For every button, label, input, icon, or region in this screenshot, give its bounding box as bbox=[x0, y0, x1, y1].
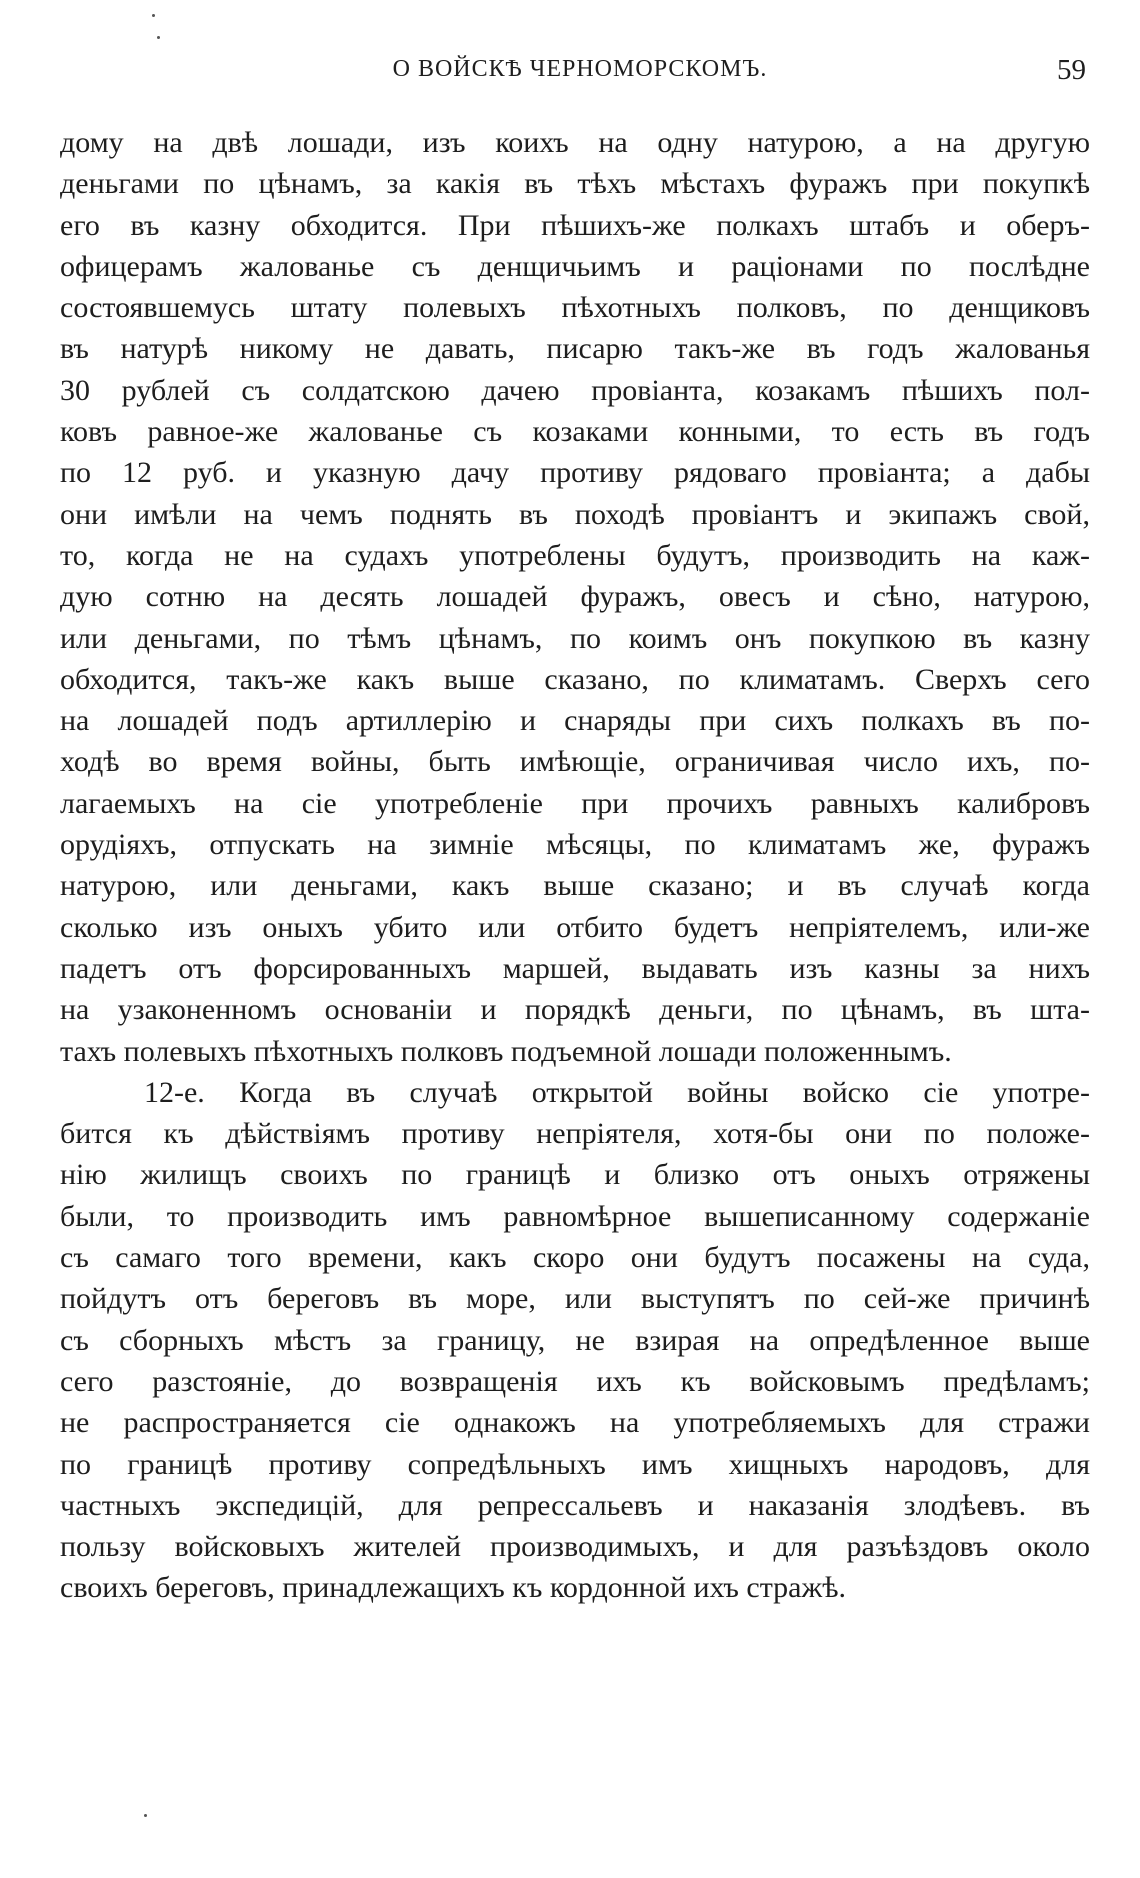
text-line: бится къ дѣйствіямъ противу непріятеля, хотя-бы они по положе- bbox=[60, 1117, 1090, 1151]
print-speck bbox=[157, 36, 160, 39]
text-line: сколько изъ оныхъ убито или отбито будетъ непріятелемъ, или-же bbox=[60, 910, 1090, 944]
text-line: офицерамъ жалованье съ денщичьимъ и раціонами по послѣдне bbox=[60, 249, 1090, 283]
text-line: деньгами по цѣнамъ, за какія въ тѣхъ мѣстахъ фуражъ при покупкѣ bbox=[60, 167, 1090, 201]
text-line: падетъ отъ форсированныхъ маршей, выдавать изъ казны за нихъ bbox=[60, 951, 1090, 985]
text-line: ходѣ во время войны, быть имѣющіе, ограничивая число ихъ, по- bbox=[60, 745, 1090, 779]
text-line: нію жилищъ своихъ по границѣ и близко отъ оныхъ отряжены bbox=[60, 1158, 1090, 1192]
text-line: то, когда не на судахъ употреблены будутъ, производить на каж- bbox=[60, 538, 1090, 572]
text-line: дому на двѣ лошади, изъ коихъ на одну натурою, а на другую bbox=[60, 126, 1090, 159]
text-line: на узаконенномъ основаніи и порядкѣ деньги, по цѣнамъ, въ шта- bbox=[60, 993, 1090, 1027]
text-line: тахъ полевыхъ пѣхотныхъ полковъ подъемной лошади положеннымъ. bbox=[60, 1034, 952, 1068]
text-line: въ натурѣ никому не давать, писарю такъ-же въ годъ жалованья bbox=[60, 332, 1090, 366]
text-line: по 12 руб. и указную дачу противу рядоваго провіанта; а дабы bbox=[60, 456, 1090, 490]
text-line: состоявшемусь штату полевыхъ пѣхотныхъ полковъ, по денщиковъ bbox=[60, 291, 1090, 325]
text-line: 30 рублей съ солдатскою дачею провіанта, козакамъ пѣшихъ пол- bbox=[60, 373, 1090, 407]
text-line: своихъ береговъ, принадлежащихъ къ кордонной ихъ стражѣ. bbox=[60, 1571, 847, 1605]
text-line: частныхъ экспедицій, для репрессальевъ и наказанія злодѣевъ. въ bbox=[60, 1488, 1090, 1522]
text-line: они имѣли на чемъ поднять въ походѣ провіантъ и экипажъ свой, bbox=[60, 497, 1090, 531]
text-line: съ самаго того времени, какъ скоро они будутъ посажены на суда, bbox=[60, 1241, 1090, 1275]
text-line: ковъ равное-же жалованье съ козаками конными, то есть въ годъ bbox=[60, 415, 1090, 449]
text-line: были, то производить имъ равномѣрное вышеписанному содержаніе bbox=[60, 1199, 1090, 1233]
text-line: орудіяхъ, отпускать на зимніе мѣсяцы, по климатамъ же, фуражъ bbox=[60, 828, 1090, 862]
text-line: съ сборныхъ мѣстъ за границу, не взирая на опредѣленное выше bbox=[60, 1323, 1090, 1357]
text-line: его въ казну обходится. При пѣшихъ-же полкахъ штабъ и оберъ- bbox=[60, 208, 1090, 242]
text-line: сего разстояніе, до возвращенія ихъ къ войсковымъ предѣламъ; bbox=[60, 1364, 1090, 1398]
text-line: не распространяется сіе однакожъ на употребляемыхъ для стражи bbox=[60, 1406, 1090, 1440]
text-line: пользу войсковыхъ жителей производимыхъ, и для разъѣздовъ около bbox=[60, 1530, 1090, 1564]
print-speck bbox=[152, 14, 155, 17]
text-line: обходится, такъ-же какъ выше сказано, по климатамъ. Сверхъ сего bbox=[60, 662, 1090, 696]
text-line: на лошадей подъ артиллерію и снаряды при сихъ полкахъ въ по- bbox=[60, 704, 1090, 738]
text-line: лагаемыхъ на сіе употребленіе при прочихъ равныхъ калибровъ bbox=[60, 786, 1090, 820]
text-line: или деньгами, по тѣмъ цѣнамъ, по коимъ онъ покупкою въ казну bbox=[60, 621, 1090, 655]
text-line: дую сотню на десять лошадей фуражъ, овесъ и сѣно, натурою, bbox=[60, 580, 1090, 614]
running-title: О ВОЙСКѢ ЧЕРНОМОРСКОМЪ. bbox=[392, 56, 768, 82]
text-line: пойдутъ отъ береговъ въ море, или выступятъ по сей-же причинѣ bbox=[60, 1282, 1090, 1316]
text-line: по границѣ противу сопредѣльныхъ имъ хищныхъ народовъ, для bbox=[60, 1447, 1090, 1481]
text-line: 12-е. Когда въ случаѣ открытой войны войско сіе употре- bbox=[144, 1075, 1090, 1109]
text-line: натурою, или деньгами, какъ выше сказано; и въ случаѣ когда bbox=[60, 869, 1090, 903]
running-head bbox=[60, 56, 1100, 96]
print-speck bbox=[144, 1814, 147, 1817]
page-number: 59 bbox=[1057, 54, 1086, 86]
body-text bbox=[60, 122, 1090, 1609]
